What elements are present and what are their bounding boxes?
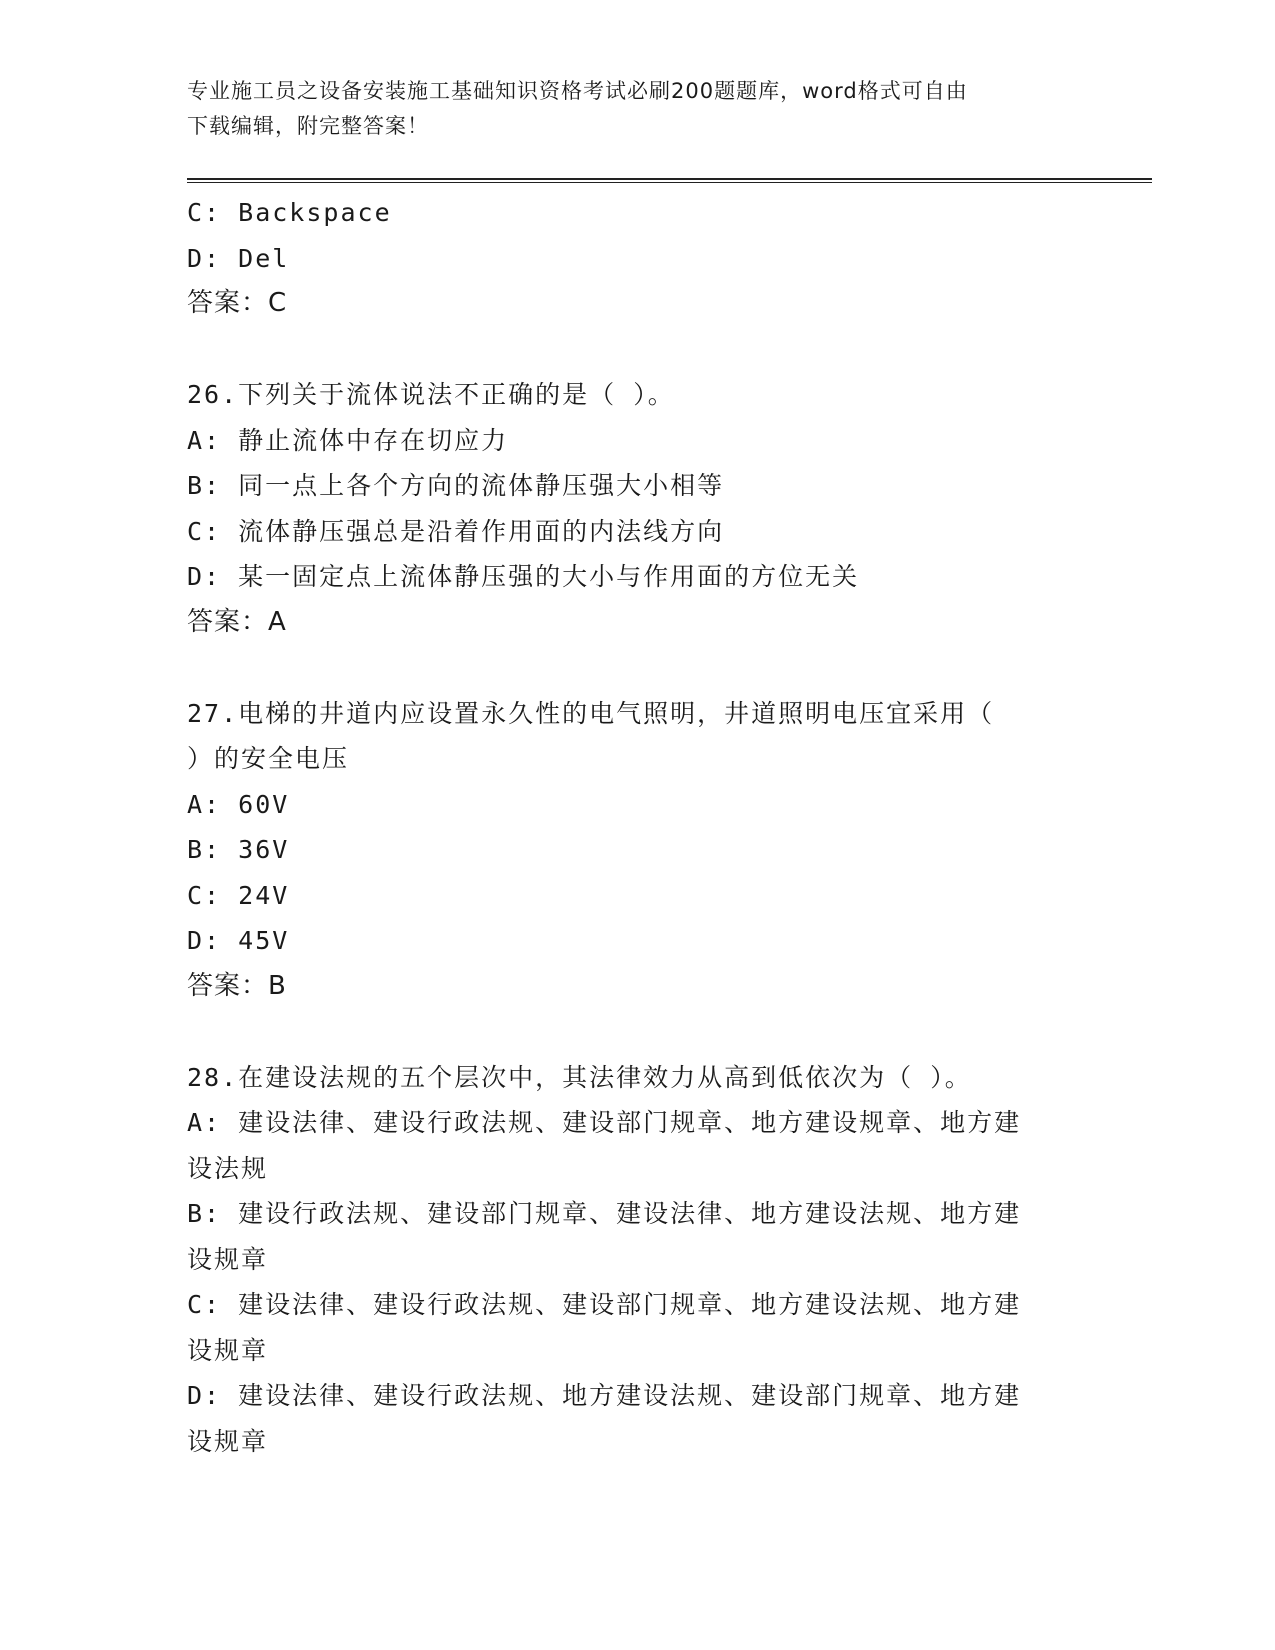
answer: 答案：A: [187, 606, 287, 637]
question-25-tail: [187, 190, 1087, 327]
question-28: [187, 1055, 1087, 1465]
answer: 答案：B: [187, 970, 287, 1001]
spacer: [187, 327, 1087, 373]
option-a: A: 60V: [187, 789, 290, 819]
question-text: 28.在建设法规的五个层次中，其法律效力从高到低依次为（ ）。: [187, 1062, 972, 1092]
document-header: [187, 74, 1087, 144]
spacer: [187, 645, 1087, 691]
answer: 答案：C: [187, 288, 288, 318]
option-d: D: 某一固定点上流体静压强的大小与作用面的方位无关: [187, 562, 860, 591]
option-c-line-2: 设规章: [187, 1335, 269, 1365]
question-text-line-2: ）的安全电压: [187, 744, 350, 773]
option-b: B: 36V: [187, 835, 290, 864]
option-d: D: Del: [187, 243, 290, 273]
option-d-line-1: D: 建设法律、建设行政法规、地方建设法规、建设部门规章、地方建: [187, 1381, 1022, 1410]
option-a: A: 静止流体中存在切应力: [187, 425, 509, 455]
question-26: [187, 372, 1087, 645]
spacer: [187, 1009, 1087, 1055]
question-list: [187, 190, 1087, 1464]
option-c: C: 24V: [187, 880, 290, 910]
option-d-line-2: 设规章: [187, 1426, 269, 1456]
option-a-line-2: 设法规: [187, 1153, 269, 1183]
header-line-2: 下载编辑，附完整答案！: [187, 114, 429, 138]
option-b-line-2: 设规章: [187, 1244, 269, 1274]
option-b-line-1: B: 建设行政法规、建设部门规章、建设法律、地方建设法规、地方建: [187, 1199, 1022, 1228]
header-line-1: 专业施工员之设备安装施工基础知识资格考试必刷200题题库，word格式可自由: [187, 79, 968, 103]
option-c-line-1: C: 建设法律、建设行政法规、建设部门规章、地方建设法规、地方建: [187, 1290, 1022, 1319]
header-rule-thin: [187, 182, 1152, 183]
option-d: D: 45V: [187, 926, 290, 955]
option-b: B: 同一点上各个方向的流体静压强大小相等: [187, 471, 725, 500]
option-c: C: Backspace: [187, 198, 392, 227]
option-a-line-1: A: 建设法律、建设行政法规、建设部门规章、地方建设规章、地方建: [187, 1108, 1022, 1137]
option-c: C: 流体静压强总是沿着作用面的内法线方向: [187, 516, 725, 546]
header-rule-thick: [187, 178, 1152, 180]
question-text: 26.下列关于流体说法不正确的是（ ）。: [187, 380, 675, 409]
question-text-line-1: 27.电梯的井道内应设置永久性的电气照明，井道照明电压宜采用（: [187, 698, 995, 728]
question-27: [187, 691, 1087, 1010]
